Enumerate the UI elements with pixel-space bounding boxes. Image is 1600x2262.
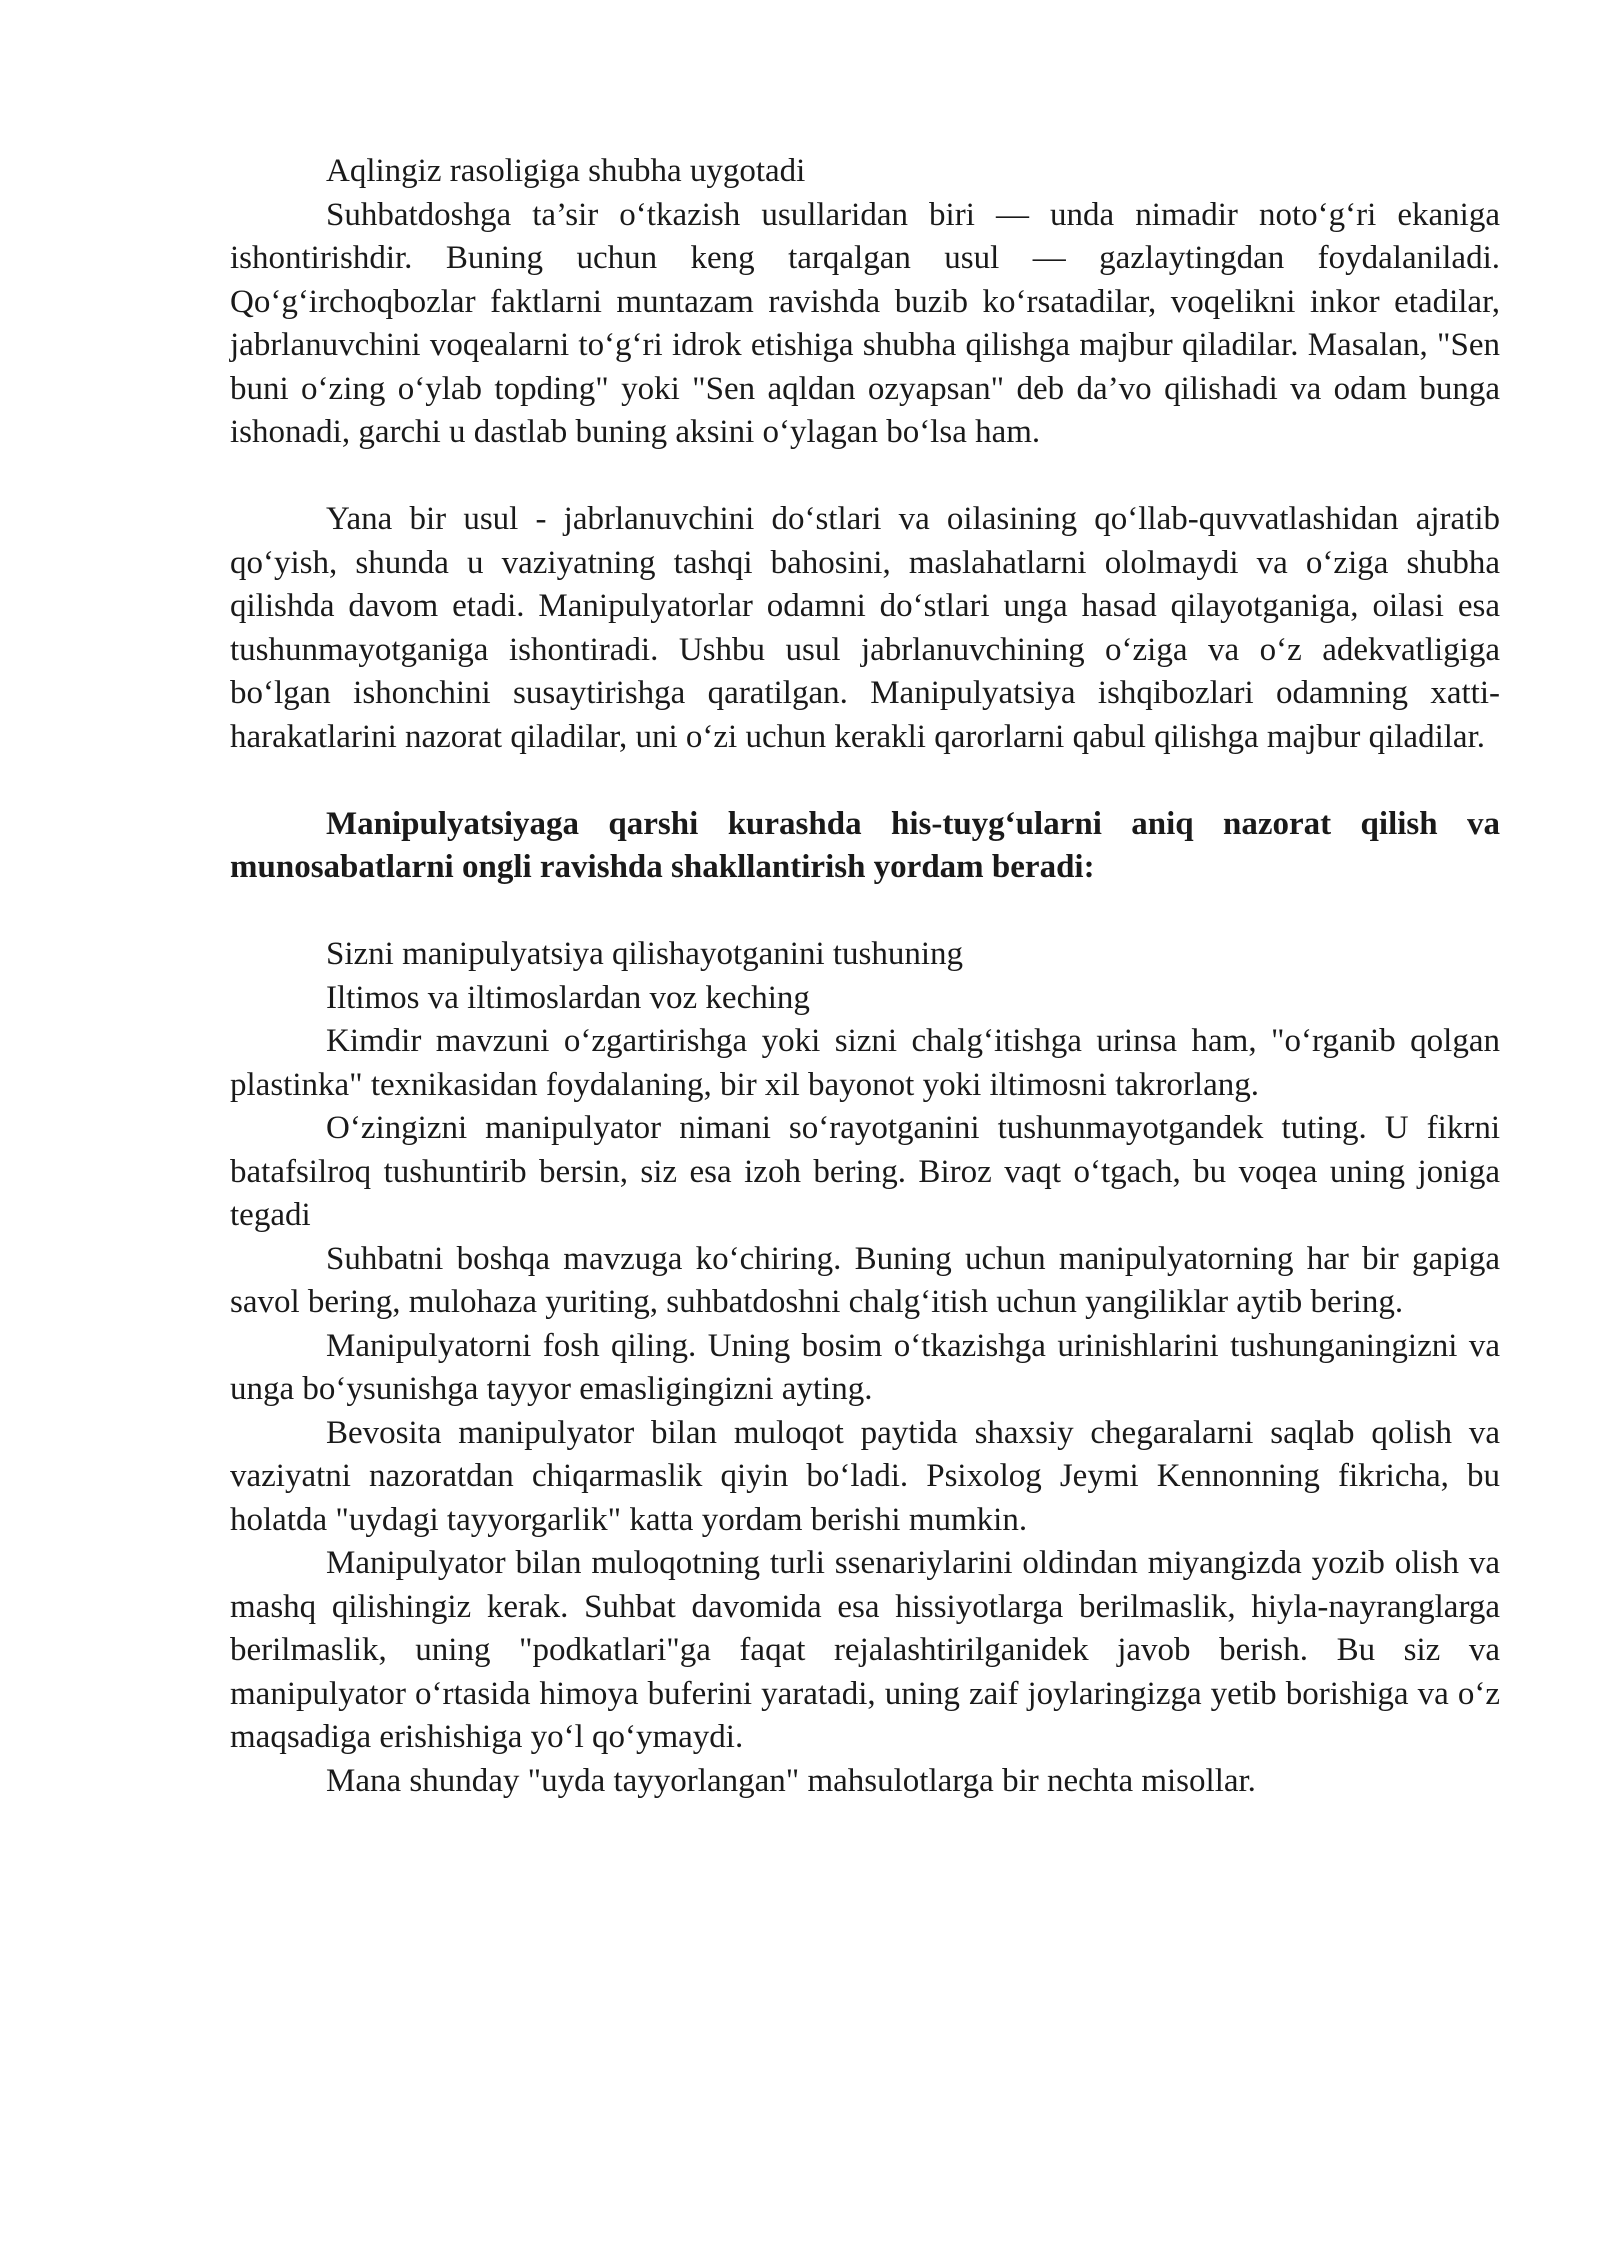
list-item: Iltimos va iltimoslardan voz keching <box>326 979 810 1016</box>
section-heading: Manipulyatsiyaga qarshi kurashda his-tuyg‘ularni aniq nazorat qilish va munosabatlarni ongli ravishda shakllantirish yordam beradi: <box>230 805 1500 885</box>
paragraph-spacer <box>230 759 1500 803</box>
paragraph-isolation: Yana bir usul - jabrlanuvchini do‘stlari va oilasining qo‘llab-quvvatlashidan ajratib qo‘yish, shunda u vaziyatning tashqi bahosini, maslahatlarni ololmaydi va o‘ziga shubha qilishda davom etadi. Manipulyatorlar odamni do‘stlari unga hasad qilayotganiga, oilasi esa tushunmayotganiga ishontiradi. Ushbu usul jabrlanuvchining o‘ziga va o‘z adekvatligiga bo‘lgan ishonchini susaytirishga qaratilgan. Manipulyatsiya ishqibozlari odamning xatti-harakatlarini nazorat qiladilar, uni o‘zi uchun kerakli qarorlarni qabul qilishga majbur qiladilar. <box>230 501 1500 755</box>
paragraph-spacer <box>230 455 1500 499</box>
list-item: Suhbatni boshqa mavzuga ko‘chiring. Buning uchun manipulyatorning har bir gapiga savol bering, mulohaza yuriting, suhbatdoshni chalg‘itish uchun yangiliklar aytib bering. <box>230 1240 1500 1320</box>
paragraph-scenarios: Manipulyator bilan muloqotning turli ssenariylarini oldindan miyangizda yozib olish va mashq qilishingiz kerak. Suhbat davomida esa hissiyotlarga berilmaslik, hiyla-nayranglarga berilmaslik, uning "podkatlari"ga faqat rejalashtirilganidek javob berish. Bu siz va manipulyator o‘rtasida himoya buferini yaratadi, uning zaif joylaringizga yetib borishiga va o‘z maqsadiga erishishiga yo‘l qo‘ymaydi. <box>230 1545 1500 1755</box>
document-page <box>230 150 1500 1803</box>
list-item: O‘zingizni manipulyator nimani so‘rayotganini tushunmayotgandek tuting. U fikrni batafsilroq tushuntirib bersin, siz esa izoh bering. Biroz vaqt o‘tgach, bu voqea uning joniga tegadi <box>230 1110 1500 1233</box>
paragraph-boundaries: Bevosita manipulyator bilan muloqot paytida shaxsiy chegaralarni saqlab qolish va vaziyatni nazoratdan chiqarmaslik qiyin bo‘ladi. Psixolog Jeymi Kennonning fikricha, bu holatda "uydagi tayyorgarlik" katta yordam berishi mumkin. <box>230 1414 1500 1538</box>
paragraph-heading-line: Aqlingiz rasoligiga shubha uygotadi <box>326 153 806 189</box>
list-item: Kimdir mavzuni o‘zgartirishga yoki sizni chalg‘itishga urinsa ham, "o‘rganib qolgan plastinka" texnikasidan foydalaning, bir xil bayonot yoki iltimosni takrorlang. <box>230 1023 1500 1103</box>
paragraph-examples: Mana shunday "uyda tayyorlangan" mahsulotlarga bir nechta misollar. <box>326 1762 1256 1799</box>
paragraph-spacer <box>230 890 1500 934</box>
list-item: Manipulyatorni fosh qiling. Uning bosim o‘tkazishga urinishlarini tushunganingizni va unga bo‘ysunishga tayyor emasligingizni ayting. <box>230 1327 1500 1407</box>
paragraph-gaslighting: Suhbatdoshga ta’sir o‘tkazish usullaridan biri — unda nimadir noto‘g‘ri ekaniga ishontirishdir. Buning uchun keng tarqalgan usul — gazlaytingdan foydalaniladi. Qo‘g‘irchoqbozlar faktlarni muntazam ravishda buzib ko‘rsatadilar, voqelikni inkor etadilar, jabrlanuvchini voqealarni to‘g‘ri idrok etishiga shubha qilishga majbur qiladilar. Masalan, "Sen buni o‘zing o‘ylab topding" yoki "Sen aqldan ozyapsan" deb da’vo qilishadi va odam bunga ishonadi, garchi u dastlab buning aksini o‘ylagan bo‘lsa ham. <box>230 196 1500 450</box>
list-item: Sizni manipulyatsiya qilishayotganini tushuning <box>326 936 964 972</box>
